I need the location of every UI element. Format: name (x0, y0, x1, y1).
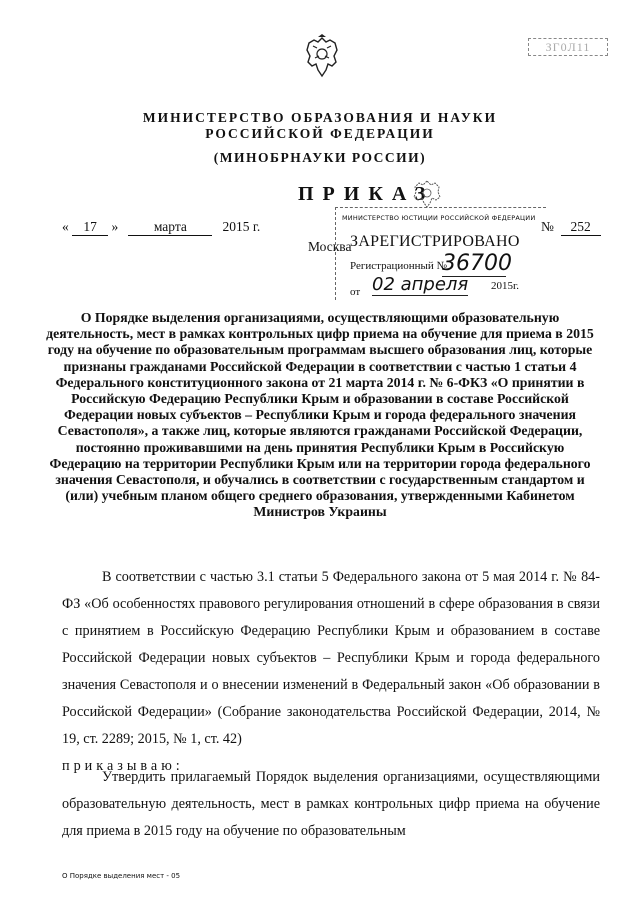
coat-of-arms-icon (303, 34, 341, 80)
date-close-quote: » (111, 219, 119, 234)
order-date (62, 219, 260, 236)
preamble-paragraph (62, 564, 600, 780)
corner-stamp: ЗГ0Л11 (528, 38, 608, 56)
stamp-number-value: 36700 (442, 251, 512, 276)
footer-note: О Порядке выделения мест - 05 (62, 872, 181, 880)
stamp-date-value: 02 апреля (372, 274, 469, 295)
item-paragraph: Утвердить прилагаемый Порядок выделения организациями, осуществляющими образовательную деятельность, мест в рамках контрольных цифр приема на обучение для приема в 2015 году на обучение по образовательным (62, 769, 600, 839)
order-word: приказываю: (62, 758, 184, 774)
document-title: О Порядке выделения организациями, осуществляющими образовательную деятельность, мест в рамках контрольных цифр приема на обучение для приема в 2015 году на обучение по образовательным программам высшего образования лиц, которые признаны гражданами Российской Федерации в соответствии с частью 1 статьи 4 Федерального конституционного закона от 21 марта 2014 г. № 6-ФКЗ «О принятии в Российскую Федерацию Республики Крым и образовании в составе Российской Федерации новых субъектов – Республики Крым и города федерального значения Севастополя», а также лиц, которые являются гражданами Российской Федерации, постоянно проживавшими на день принятия Республики Крым в Российскую Федерацию на территории Республики Крым или на территории города федерального значения Севастополя, и обучались в соответствии с государственным стандартом и (или) учебным планом общего среднего образования, утвержденными Кабинетом Министров Украины (46, 310, 594, 520)
stamp-emblem-icon (410, 178, 444, 210)
date-open-quote: « (62, 219, 69, 234)
date-year: 2015 г. (222, 219, 261, 234)
stamp-from-label: от (350, 286, 361, 298)
ministry-name-line2: РОССИЙСКОЙ ФЕДЕРАЦИИ (205, 126, 435, 141)
stamp-title: ЗАРЕГИСТРИРОВАНО (350, 233, 520, 250)
order-number (541, 219, 601, 236)
date-month: марта (128, 219, 212, 236)
preamble-text: В соответствии с частью 3.1 статьи 5 Федерального закона от 5 мая 2014 г. № 84-ФЗ «Об особенностях правового регулирования отношений в сфере образования в связи с принятием в Российскую Федерацию Республики Крым и образованием в составе Российской Федерации новых субъектов – Республики Крым и города федерального значения Севастополя и о внесении изменений в Федеральный закон «Об образовании в Российской Федерации» (Собрание законодательства Российской Федерации, 2014, № 19, ст. 2289; 2015, № 1, ст. 42) (62, 569, 600, 747)
stamp-year: 2015г. (491, 280, 520, 292)
document-type: ПРИКАЗ (298, 183, 435, 205)
date-day: 17 (72, 219, 108, 236)
ministry-short-name: (МИНОБРНАУКИ РОССИИ) (213, 150, 427, 165)
stamp-organization: МИНИСТЕРСТВО ЮСТИЦИИ РОССИЙСКОЙ ФЕДЕРАЦИИ (342, 214, 536, 222)
registration-stamp (335, 207, 546, 300)
number-sign: № (541, 219, 554, 234)
ministry-name-line1: МИНИСТЕРСТВО ОБРАЗОВАНИЯ И НАУКИ (142, 110, 498, 125)
stamp-number-label: Регистрационный № (350, 260, 448, 272)
city: Москва (308, 239, 352, 254)
number-value: 252 (561, 219, 601, 236)
